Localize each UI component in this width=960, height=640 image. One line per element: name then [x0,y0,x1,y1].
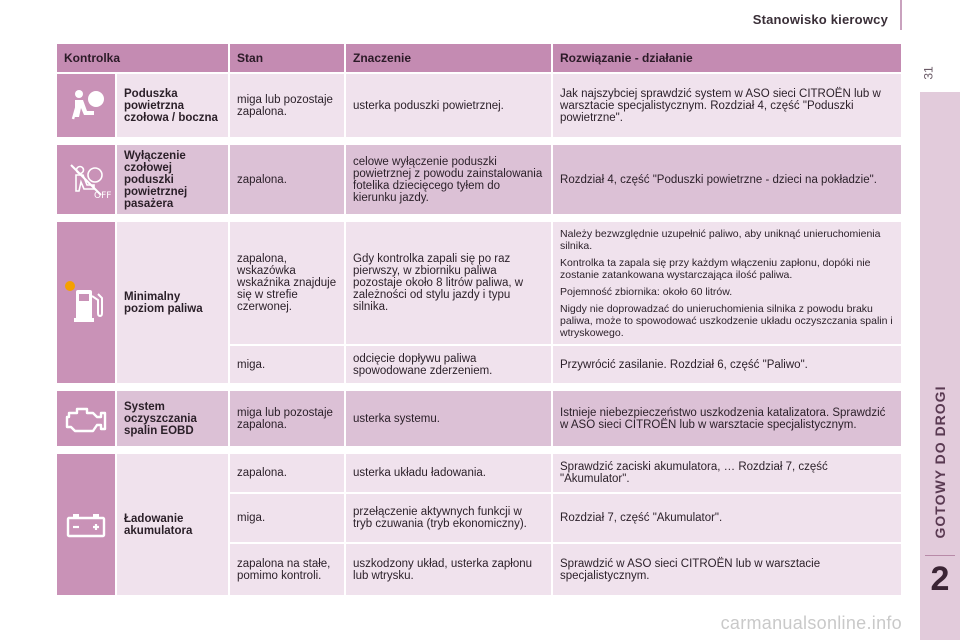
light-state: miga. [229,345,345,383]
light-name: Ładowanie akumulatora [116,453,229,595]
light-action: Sprawdzić zaciski akumulatora, … Rozdział 7, część "Akumulator". [552,453,902,493]
icon-cell [57,73,116,137]
engine-check-icon [63,413,109,425]
header-rule [900,0,902,30]
light-name: System oczyszczania spalin EOBD [116,390,229,446]
action-note: Kontrolka ta zapala się przy każdym włączeniu zapłonu, dopóki nie zostanie zatankowana wystarczająca ilość paliwa. [560,256,871,281]
light-state: zapalona na stałe, pomimo kontroli. [229,543,345,595]
light-state: miga lub pozostaje zapalona. [229,73,345,137]
action-note: Należy bezwzględnie uzupełnić paliwo, aby uniknąć unieruchomienia silnika. [560,227,881,252]
icon-cell [57,221,116,383]
light-meaning: usterka poduszki powietrznej. [345,73,552,137]
warning-lights-table [57,44,903,595]
light-name: Wyłączenie czołowej poduszki powietrznej pasażera [116,144,229,214]
column-header-znaczenie: Znaczenie [345,44,552,73]
section-label: GOTOWY DO DROGI [932,385,948,539]
light-name: Poduszka powietrzna czołowa / boczna [116,73,229,137]
chapter-number: 2 [930,560,950,598]
light-action: Rozdział 7, część "Akumulator". [552,493,902,543]
icon-cell [57,144,116,214]
light-name: Minimalny poziom paliwa [116,221,229,383]
side-tab [920,92,960,640]
table-row [57,144,902,214]
page-header-title: Stanowisko kierowcy [752,12,888,27]
light-action: Jak najszybciej sprawdzić system w ASO sieci CITROËN lub w warsztacie specjalistycznym. Rozdział 4, część "Poduszki powietrzne". [552,73,902,137]
light-meaning: usterka układu ładowania. [345,453,552,493]
light-action: Rozdział 4, część "Poduszki powietrzne - dzieci na pokładzie". [552,144,902,214]
table-row [57,390,902,446]
page-number: 31 [921,66,936,80]
action-note: Pojemność zbiornika: około 60 litrów. [560,285,733,298]
action-note: Nigdy nie doprowadzać do unieruchomienia silnika z powodu braku paliwa, może to spowodować uszkodzenie układu oczyszczania spalin i wtryskowego. [560,302,893,339]
svg-text:OFF: OFF [94,190,112,201]
light-state: zapalona. [229,144,345,214]
table-header [57,44,902,73]
side-divider [925,555,955,556]
column-header-stan: Stan [229,44,345,73]
light-meaning: usterka systemu. [345,390,552,446]
light-action: Sprawdzić w ASO sieci CITROËN lub w warsztacie specjalistycznym. [552,543,902,595]
light-state: zapalona. [229,453,345,493]
icon-cell [57,453,116,595]
light-action: Istnieje niebezpieczeństwo uszkodzenia katalizatora. Sprawdzić w ASO sieci CITROËN lub w warsztacie specjalistycznym. [552,390,902,446]
passenger-airbag-off-icon [66,174,112,201]
light-meaning: Gdy kontrolka zapali się po raz pierwszy, w zbiorniku paliwa pozostaje około 8 litrów paliwa, w zależności od stylu jazdy i typu silnika. [345,221,552,345]
light-action-notes [552,221,902,345]
light-meaning: przełączenie aktywnych funkcji w tryb czuwania (tryb ekonomiczny). [345,493,552,543]
table-row [57,453,902,493]
light-action: Przywrócić zasilanie. Rozdział 6, część "Paliwo". [552,345,902,383]
light-meaning: uszkodzony układ, usterka zapłonu lub wtrysku. [345,543,552,595]
light-state: zapalona, wskazówka wskaźnika znajduje się w strefie czerwonej. [229,221,345,345]
light-state: miga lub pozostaje zapalona. [229,390,345,446]
fuel-pump-icon [64,297,108,309]
column-header-rozwiazanie: Rozwiązanie - działanie [552,44,902,73]
watermark: carmanualsonline.info [720,613,902,633]
column-header-kontrolka: Kontrolka [57,44,229,73]
light-meaning: odcięcie dopływu paliwa spowodowane zderzeniem. [345,345,552,383]
table-row [57,221,902,345]
light-state: miga. [229,493,345,543]
airbag-icon [67,100,105,112]
table-row [57,73,902,137]
icon-cell [57,390,116,446]
light-meaning: celowe wyłączenie poduszki powietrznej z powodu zainstalowania fotelika dziecięcego tyłem do kierunku jazdy. [345,144,552,214]
battery-icon [66,519,106,531]
